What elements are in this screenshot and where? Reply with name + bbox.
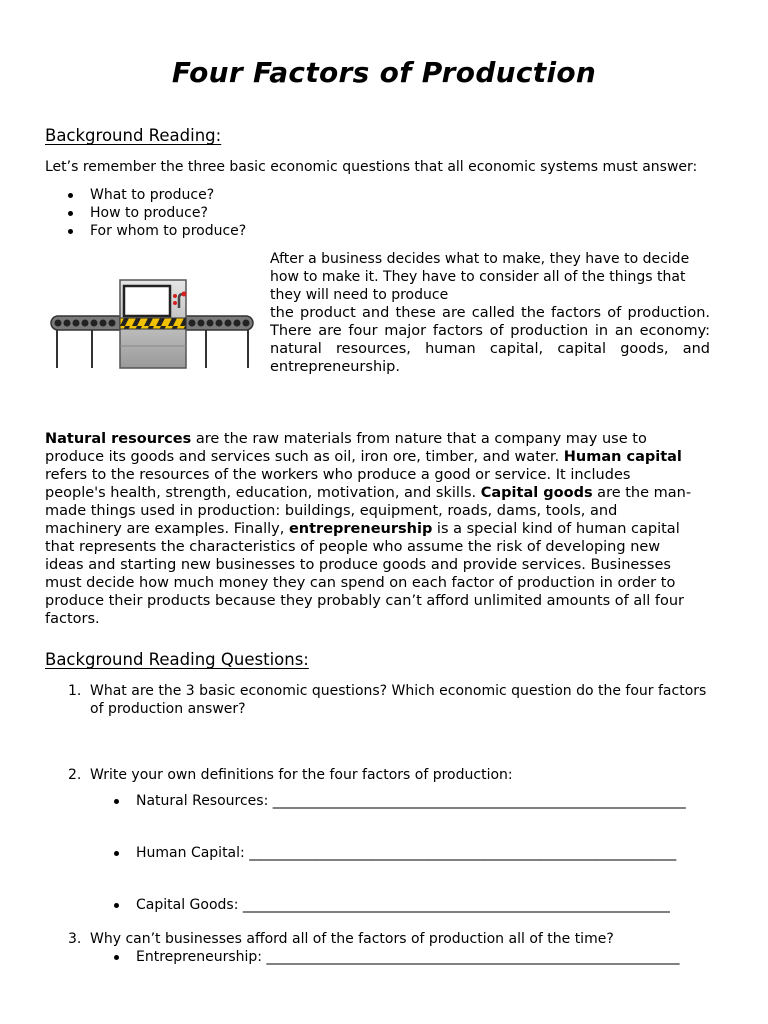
list-item: What to produce? [90, 186, 246, 204]
bold-term: Natural resources [45, 431, 192, 447]
natural-resources-answer-line[interactable]: Natural Resources: ___________________________________________________________ [136, 792, 768, 810]
text-run: people's health, strength, education, motivation, and skills. [45, 485, 481, 501]
economic-questions-list [90, 186, 246, 240]
capital-goods-answer-line[interactable]: Capital Goods: _____________________________________________________________ [136, 896, 768, 914]
paragraph-line [45, 502, 721, 520]
text-line: the product and these are called the factors of production. [270, 305, 710, 321]
paragraph-line [45, 592, 721, 610]
reading-questions-heading: Background Reading Questions: [45, 650, 309, 669]
intro-text: Let’s remember the three basic economic questions that all economic systems must answer: [45, 159, 698, 175]
question-2 [68, 766, 513, 784]
text-run: ideas and starting new businesses to produce goods and provide services. Businesses [45, 557, 671, 573]
paragraph-line [45, 484, 721, 502]
text-line: entrepreneurship. [270, 359, 400, 375]
paragraph-line [45, 610, 721, 628]
text-line: they will need to produce [270, 287, 449, 303]
page-title: Four Factors of Production [171, 56, 597, 89]
background-reading-heading: Background Reading: [45, 126, 222, 145]
text-run: must decide how much money they can spend on each factor of production in order to [45, 575, 676, 591]
paragraph-line [45, 574, 721, 592]
text-run: produce their products because they probably can’t afford unlimited amounts of all four [45, 593, 685, 609]
bold-term: entrepreneurship [288, 521, 433, 537]
text-line: After a business decides what to make, they have to decide [270, 251, 690, 267]
text-run: produce its goods and services such as oil, iron ore, timber, and water. [45, 449, 564, 465]
list-item: For whom to produce? [90, 223, 247, 239]
paragraph-line [45, 448, 721, 466]
text-run: factors. [45, 611, 100, 627]
question-text: Write your own definitions for the four factors of production: [90, 767, 513, 783]
paragraph-line [45, 556, 721, 574]
list-item: How to produce? [90, 204, 246, 222]
question-text: What are the 3 basic economic questions? Which economic question do the four factors [90, 683, 707, 699]
text-line: natural resources, human capital, capital goods, and [270, 341, 710, 357]
question-number: 3. [68, 931, 82, 947]
bold-term: Human capital [563, 449, 682, 465]
question-1 [68, 682, 730, 718]
text-line: how to make it. They have to consider all of the things that [270, 269, 686, 285]
question-number: 1. [68, 683, 82, 699]
factors-definition-paragraph [45, 430, 721, 628]
text-line: There are four major factors of production in an economy: [270, 323, 710, 339]
question-number: 2. [68, 767, 82, 783]
paragraph-line [45, 538, 721, 556]
factory-conveyor-machine-icon [48, 276, 258, 372]
bold-term: Capital goods [480, 485, 593, 501]
question-3 [68, 930, 614, 948]
text-run: made things used in production: buildings, equipment, roads, dams, tools, and [45, 503, 618, 519]
question-text: Why can’t businesses afford all of the factors of production all of the time? [90, 931, 614, 947]
question-text: of production answer? [90, 701, 246, 717]
entrepreneurship-answer-line[interactable]: Entrepreneurship: ___________________________________________________________ [136, 948, 768, 966]
text-run: is a special kind of human capital [432, 521, 680, 537]
human-capital-answer-line[interactable]: Human Capital: _____________________________________________________________ [136, 844, 768, 862]
text-run: are the raw materials from nature that a company may use to [191, 431, 647, 447]
paragraph-line [45, 430, 721, 448]
text-run: machinery are examples. Finally, [45, 521, 289, 537]
text-run: that represents the characteristics of people who assume the risk of developing new [45, 539, 661, 555]
text-run: refers to the resources of the workers who produce a good or service. It includes [45, 467, 631, 483]
text-run: are the man- [592, 485, 692, 501]
paragraph-line [45, 520, 721, 538]
paragraph-line [45, 466, 721, 484]
factors-intro-text [270, 250, 710, 376]
